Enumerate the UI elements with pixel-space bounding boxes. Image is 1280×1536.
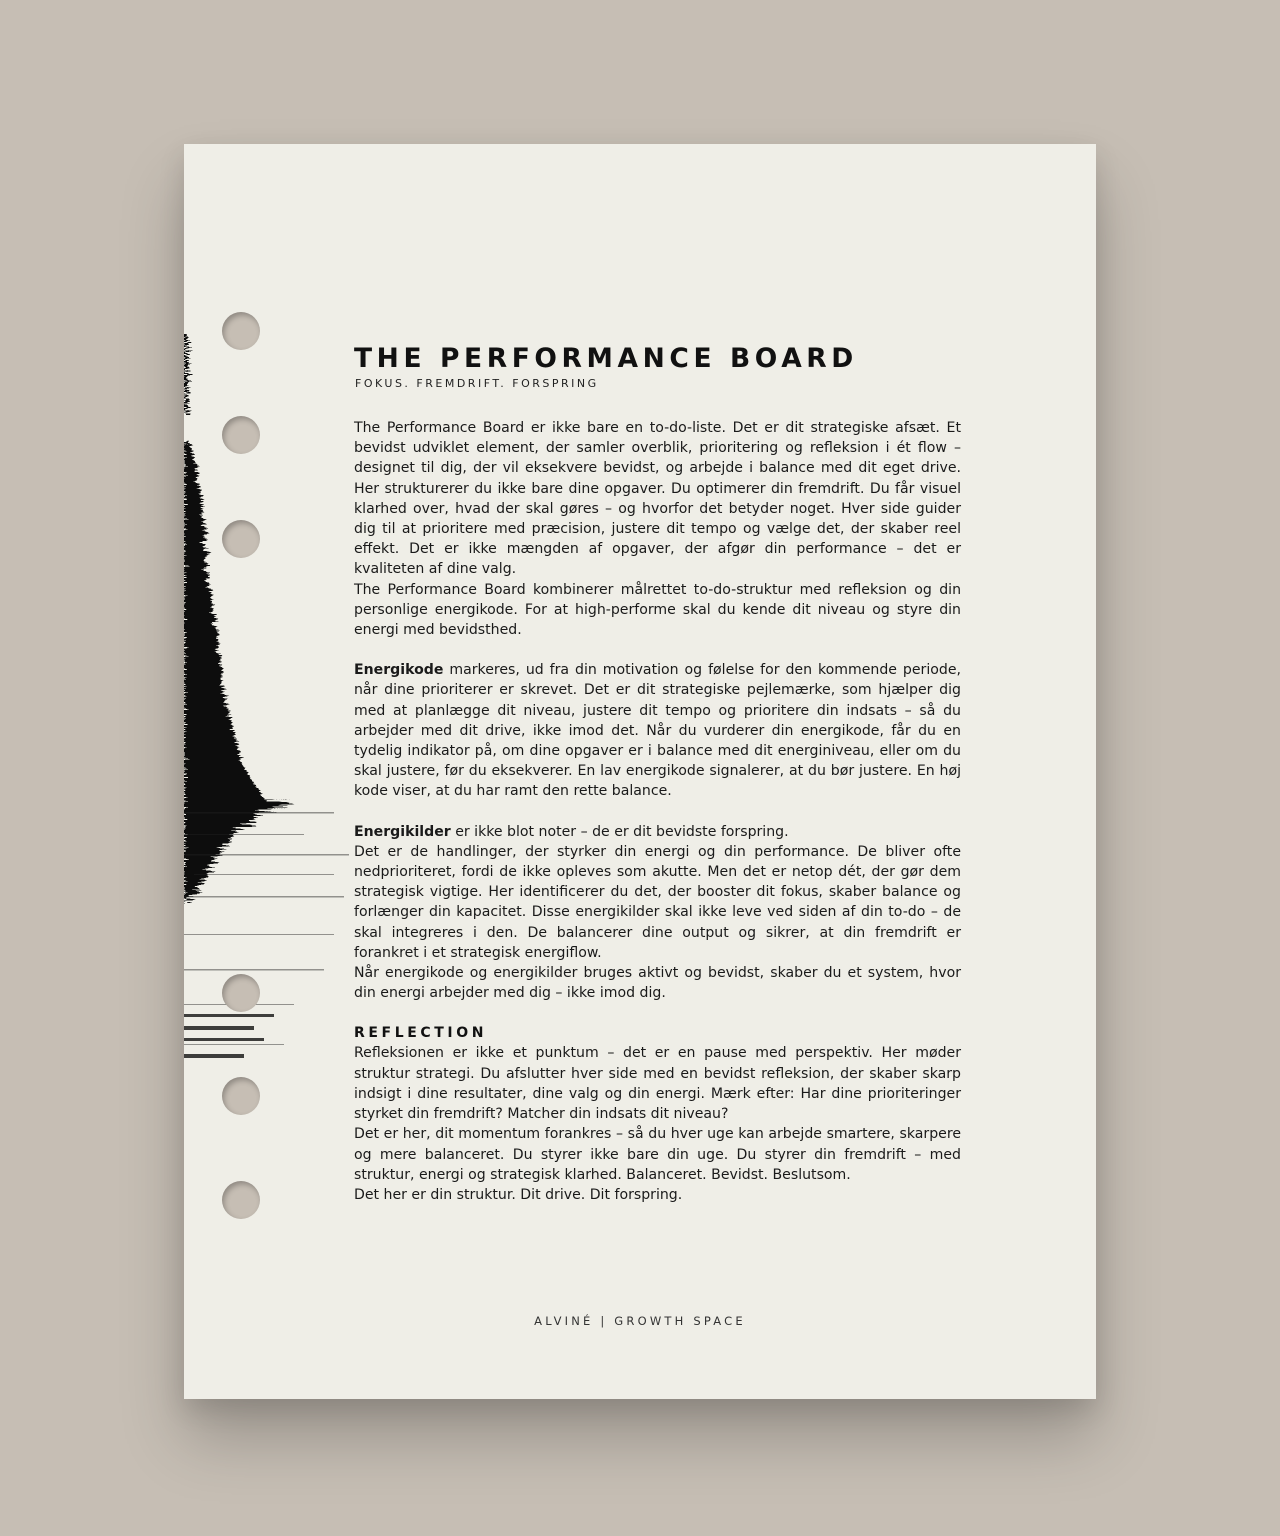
energikilder-paragraph-3: Når energikode og energikilder bruges aktivt og bevidst, skaber du et system, hvor din energi arbejder med dig – ikke imod dig. [354, 965, 961, 1002]
binder-hole [222, 974, 260, 1012]
energikode-paragraph [354, 660, 961, 801]
reflection-paragraph: Refleksionen er ikke et punktum – det er en pause med perspektiv. Her møder struktur strategi. Du afslutter hver side med en bevidst refleksion, der skaber skarp indsigt i dine resultater, dine valg og din energi. Mærk efter: Har dine prioriteringer styrket din fremdrift? Matcher din indsats dit niveau? [354, 1045, 961, 1123]
binder-hole [222, 1077, 260, 1115]
document-page [184, 144, 1096, 1399]
energikilder-text: er ikke blot noter – de er dit bevidste forspring. [450, 823, 789, 840]
energikode-term: Energikode [354, 662, 444, 679]
energikilder-paragraph-2: Det er de handlinger, der styrker din energi og din performance. De bliver ofte nedprioriteret, fordi de ikke opleves som akutte. Men det er netop dét, der gør dem strategisk vigtige. Her identificerer du det, der booster dit fokus, skaber balance og forlænger din kapacitet. Disse energikilder skal ikke leve ved siden af din to-do – de skal integreres i den. De balancerer dine output og sikrer, at din fremdrift er forankret i et strategisk energiflow. [354, 843, 961, 961]
binder-hole [222, 1181, 260, 1219]
document-content [354, 342, 961, 1205]
intro-paragraph-2: The Performance Board kombinerer målrettet to-do-struktur med refleksion og din personlige energikode. For at high-performe skal du kende dit niveau og styre din energi med bevidsthed. [354, 581, 961, 639]
binder-hole [222, 416, 260, 454]
page-subtitle: FOKUS. FREMDRIFT. FORSPRING [355, 377, 599, 390]
reflection-paragraph-2: Det er her, dit momentum forankres – så du hver uge kan arbejde smartere, skarpere og mere balanceret. Du styrer ikke bare din uge. Du styrer din fremdrift – med struktur, energi og strategisk klarhed. Balanceret. Bevidst. Beslutsom. [354, 1126, 961, 1183]
binder-hole [222, 312, 260, 350]
energikilder-term: Energikilder [354, 823, 451, 840]
intro-paragraph: The Performance Board er ikke bare en to-do-liste. Det er dit strategiske afsæt. Et bevidst udviklet element, der samler overblik, prioritering og refleksion i ét flow – designet til dig, der vil eksekvere bevidst, og arbejde i balance med dit eget drive. Her strukturerer du ikke bare dine opgaver. Du optimerer din fremdrift. Du får visuel klarhed over, hvad der skal gøres – og hvorfor det betyder noget. Hver side guider dig til at prioritere med præcision, justere dit tempo og vælge det, der skaber reel effekt. Det er ikke mængden af opgaver, der afgør din performance – det er kvaliteten af dine valg. [354, 420, 961, 578]
reflection-paragraph-3: Det her er din struktur. Dit drive. Dit forspring. [354, 1186, 683, 1203]
binder-hole [222, 520, 260, 558]
page-footer: ALVINÉ | GROWTH SPACE [534, 1314, 746, 1328]
energikilder-paragraph [354, 822, 961, 842]
page-title: THE PERFORMANCE BOARD [354, 343, 858, 374]
energikode-text: markeres, ud fra din motivation og følelse for den kommende periode, når dine prioriterer er skrevet. Det er dit strategiske pejlemærke, som hjælper dig med at planlægge dit niveau, justere dit tempo og prioritere din indsats – så du arbejder med dit drive, ikke imod det. Når du vurderer din energikode, får du en tydelig indikator på, om dine opgaver er i balance med dit energiniveau, eller om du skal justere, før du eksekverer. En lav energikode signalerer, at du bør justere. En høj kode viser, at du har ramt den rette balance. [354, 662, 961, 800]
ink-brush-stroke [184, 314, 354, 1074]
reflection-heading: REFLECTION [354, 1025, 488, 1042]
